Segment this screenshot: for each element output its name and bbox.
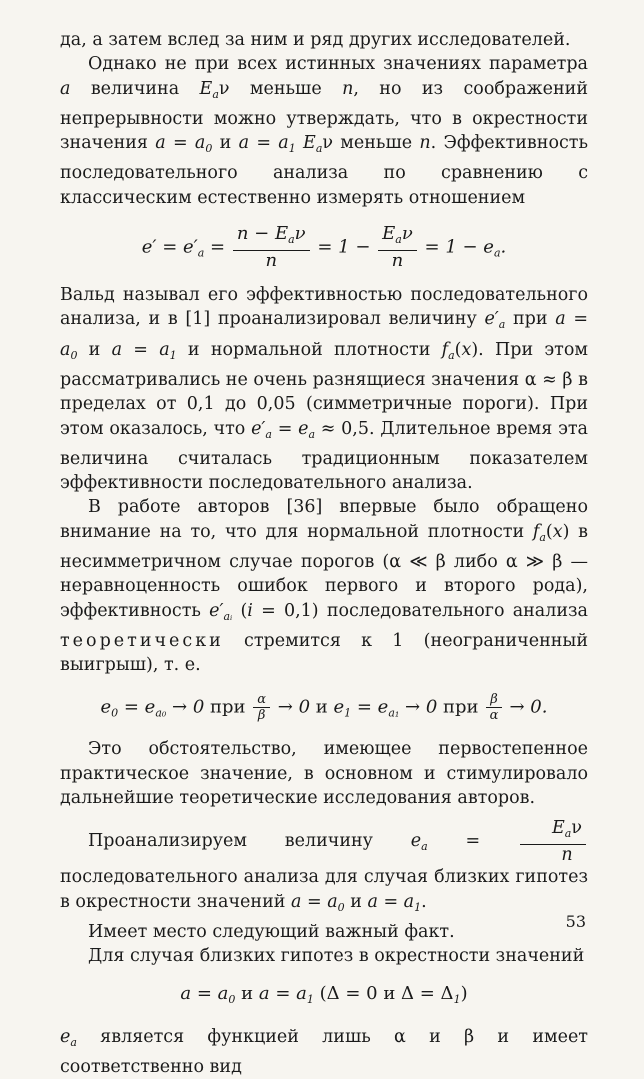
formula-limits: $e_0 = e_{a_0} \to 0$ при $\frac{\alpha}{\beta}$ → 0 и $e_1 = e_{a_1} \to 0$ при $\frac{\beta}{\alpha}$ → 0. — [100, 691, 548, 723]
paragraph-1: да, а затем вслед за ним и ряд других исследователей. — [60, 30, 571, 50]
paragraph-2: Однако не при всех истинных значениях параметра a величина $E_a\nu$ меньше n, но из соображений непрерывности можно утверждать, что в окрестности значения $a = a_0$ и $a = a_1$ $E_a\nu$ меньше n. Эффективность последовательного анализа по сравнению с классическим естественно измерять отношением — [60, 54, 588, 208]
page-body — [60, 28, 588, 1079]
paragraph-7: Имеет место следующий важный факт. — [88, 921, 455, 942]
formula-efficiency: $e' = e'_a$ = $\frac{n - E_a\nu}{n}$ = 1 − $\frac{E_a\nu}{n}$ = $1 - e_a$. — [141, 223, 507, 272]
paragraph-8: Для случая близких гипотез в окрестности значений — [88, 946, 585, 967]
paragraph-6: Проанализируем величину $e_a$ = $\frac{E_a\nu}{n}$ последовательного анализа для случая близких гипотез в окрестности значений $a = a_0$ и $a = a_1$. — [60, 818, 588, 914]
page-number: 53 — [565, 912, 586, 931]
paragraph-5: Это обстоятельство, имеющее первостепенное практическое значение, в основном и стимулировало дальнейшие теоретические исследования авторов. — [60, 739, 588, 808]
paragraph-9: $e_a$ является функцией лишь α и β и имеет соответственно вид — [60, 1026, 588, 1077]
paragraph-4: В работе авторов [36] впервые было обращено внимание на то, что для нормальной плотности $f_a(x)$ в несимметричном случае порогов (α ≪ β либо α ≫ β — неравноценность ошибок первого и второго рода), эффективность $e'_{aᵢ}$ (i = 0,1) последовательного анализа теоретически стремится к 1 (неограниченный выигрыш), т. е. — [60, 497, 588, 676]
formula-hypotheses: $a = a_0$ и $a = a_1$ (Δ = 0 и $\Delta = \Delta_1$) — [180, 983, 468, 1007]
paragraph-3: Вальд называл его эффективностью последовательного анализа, и в [1] проанализировал величину $e'_a$ при $a = a_0$ и $a = a_1$ и нормальной плотности $f_a(x)$. При этом рассматривались не очень разнящиеся значения α ≈ β в пределах от 0,1 до 0,05 (симметричные пороги). При этом оказалось, что $e'_a = e_a \approx 0,5$. Длительное время эта величина считалась традиционным показателем эффективности последовательного анализа. — [60, 285, 589, 494]
